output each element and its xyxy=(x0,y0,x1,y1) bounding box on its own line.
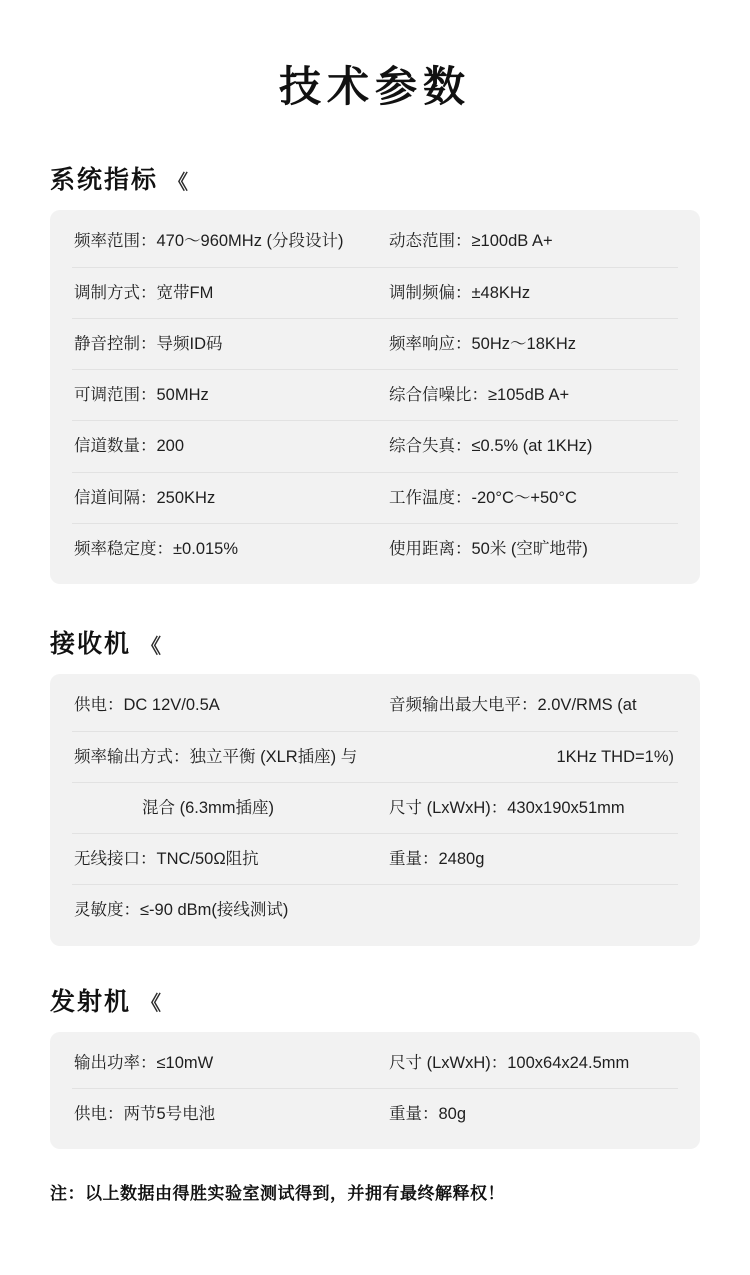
spec-cell xyxy=(375,473,678,523)
table-row xyxy=(72,1089,678,1139)
section-receiver xyxy=(50,624,700,945)
spec-value: 50米 (空旷地带) xyxy=(471,539,588,558)
spec-value: 导频ID码 xyxy=(156,334,223,353)
spec-label: 调制方式： xyxy=(74,283,157,302)
spec-value: 250KHz xyxy=(156,488,216,507)
spec-label: 工作温度： xyxy=(389,488,472,507)
table-row xyxy=(72,680,678,731)
spec-value: 50MHz xyxy=(156,386,209,405)
chevron-mark-icon: 《 xyxy=(141,993,162,1016)
table-row xyxy=(72,319,678,370)
spec-label: 尺寸 (LxWxH)： xyxy=(389,798,508,817)
spec-label: 可调范围： xyxy=(74,386,157,405)
page-title: 技术参数 xyxy=(278,63,471,110)
spec-label: 频率稳定度： xyxy=(74,539,173,558)
table-row xyxy=(72,473,678,524)
spec-label: 重量： xyxy=(389,1104,439,1123)
spec-cell xyxy=(72,268,375,318)
spec-value: ±48KHz xyxy=(471,283,531,302)
section-system-specs xyxy=(50,160,700,584)
spec-label: 静音控制： xyxy=(74,334,157,353)
table-row xyxy=(72,524,678,574)
spec-cell xyxy=(375,421,678,471)
table-row xyxy=(72,885,678,935)
spec-label: 综合信噪比： xyxy=(389,386,488,405)
spec-label: 频率范围： xyxy=(74,232,157,251)
spec-cell xyxy=(72,1089,375,1139)
spec-cell xyxy=(72,680,375,730)
spec-value: 200 xyxy=(156,437,185,456)
spacer xyxy=(0,946,750,982)
table-row xyxy=(72,421,678,472)
spec-label: 供电： xyxy=(74,696,124,715)
spec-label: 调制频偏： xyxy=(389,283,472,302)
spec-cell xyxy=(375,1038,678,1088)
spec-value: 50Hz〜18KHz xyxy=(471,334,577,353)
spec-cell xyxy=(72,524,375,574)
spec-cell xyxy=(72,1038,375,1088)
spec-cell xyxy=(375,680,678,730)
spec-value: ±0.015% xyxy=(173,539,239,558)
spec-value: 混合 (6.3mm插座) xyxy=(142,798,274,817)
section-header xyxy=(50,982,700,1018)
spec-value: ≤10mW xyxy=(156,1053,214,1072)
spec-label: 信道数量： xyxy=(74,437,157,456)
spec-cell xyxy=(72,216,375,266)
page-title-wrap xyxy=(0,0,750,112)
spec-card xyxy=(50,1032,700,1150)
spec-cell xyxy=(72,319,375,369)
spec-label: 综合失真： xyxy=(389,437,472,456)
spec-label: 重量： xyxy=(389,850,439,869)
spec-cell xyxy=(375,732,678,782)
spec-cell xyxy=(375,216,678,266)
spec-label: 输出功率： xyxy=(74,1053,157,1072)
section-title: 接收机 xyxy=(50,630,132,659)
table-row xyxy=(72,834,678,885)
spec-value: DC 12V/0.5A xyxy=(123,696,220,715)
spec-cell xyxy=(375,524,678,574)
section-header xyxy=(50,160,700,196)
spec-label: 供电： xyxy=(74,1104,124,1123)
spec-label: 使用距离： xyxy=(389,539,472,558)
spec-value: 独立平衡 (XLR插座) 与 xyxy=(189,747,358,766)
spec-cell xyxy=(375,370,678,420)
spec-value: 两节5号电池 xyxy=(123,1104,216,1123)
spec-cell xyxy=(72,473,375,523)
spec-cell xyxy=(72,885,375,935)
spec-value: 2.0V/RMS (at xyxy=(537,696,637,715)
spec-cell xyxy=(375,834,678,884)
table-row xyxy=(72,370,678,421)
footnote: 注：以上数据由得胜实验室测试得到，并拥有最终解释权！ xyxy=(50,1184,505,1204)
spec-cell xyxy=(72,421,375,471)
spec-value: ≥105dB A+ xyxy=(488,386,570,405)
spacer xyxy=(0,584,750,624)
spec-cell xyxy=(375,885,678,935)
section-header xyxy=(50,624,700,660)
table-row xyxy=(72,783,678,834)
spec-value: ≤-90 dBm(接线测试) xyxy=(140,901,289,920)
spec-value: 2480g xyxy=(438,850,485,869)
spec-label: 尺寸 (LxWxH)： xyxy=(389,1053,508,1072)
spec-label: 音频输出最大电平： xyxy=(389,696,538,715)
spec-value: -20°C〜+50°C xyxy=(471,488,577,507)
table-row xyxy=(72,1038,678,1089)
spec-value: 宽带FM xyxy=(156,283,214,302)
spec-value: 430x190x51mm xyxy=(507,798,625,817)
spec-label: 无线接口： xyxy=(74,850,157,869)
spec-label: 灵敏度： xyxy=(74,901,140,920)
spec-value: TNC/50Ω阻抗 xyxy=(156,850,259,869)
spec-label: 频率响应： xyxy=(389,334,472,353)
spec-label: 频率输出方式： xyxy=(74,747,190,766)
section-transmitter xyxy=(50,982,700,1150)
spec-cell xyxy=(375,268,678,318)
spec-cell xyxy=(375,1089,678,1139)
spec-value: 470〜960MHz (分段设计) xyxy=(156,232,344,251)
spec-label: 动态范围： xyxy=(389,232,472,251)
section-title: 发射机 xyxy=(50,987,132,1016)
spec-cell xyxy=(72,370,375,420)
table-row xyxy=(72,216,678,267)
spec-value: ≥100dB A+ xyxy=(471,232,553,251)
spec-cell xyxy=(72,732,375,782)
spec-cell xyxy=(375,783,678,833)
chevron-mark-icon: 《 xyxy=(141,635,162,658)
spec-cell xyxy=(72,834,375,884)
spec-value: 100x64x24.5mm xyxy=(507,1053,630,1072)
spec-value: 80g xyxy=(438,1104,467,1123)
table-row xyxy=(72,732,678,783)
spec-cell xyxy=(375,319,678,369)
spec-label: 信道间隔： xyxy=(74,488,157,507)
table-row xyxy=(72,268,678,319)
spec-cell xyxy=(72,783,375,833)
spec-value: 1KHz THD=1%) xyxy=(556,747,674,766)
chevron-mark-icon: 《 xyxy=(168,171,189,194)
spec-value: ≤0.5% (at 1KHz) xyxy=(471,437,593,456)
section-title: 系统指标 xyxy=(50,166,159,195)
spec-card xyxy=(50,674,700,945)
spec-card xyxy=(50,210,700,584)
